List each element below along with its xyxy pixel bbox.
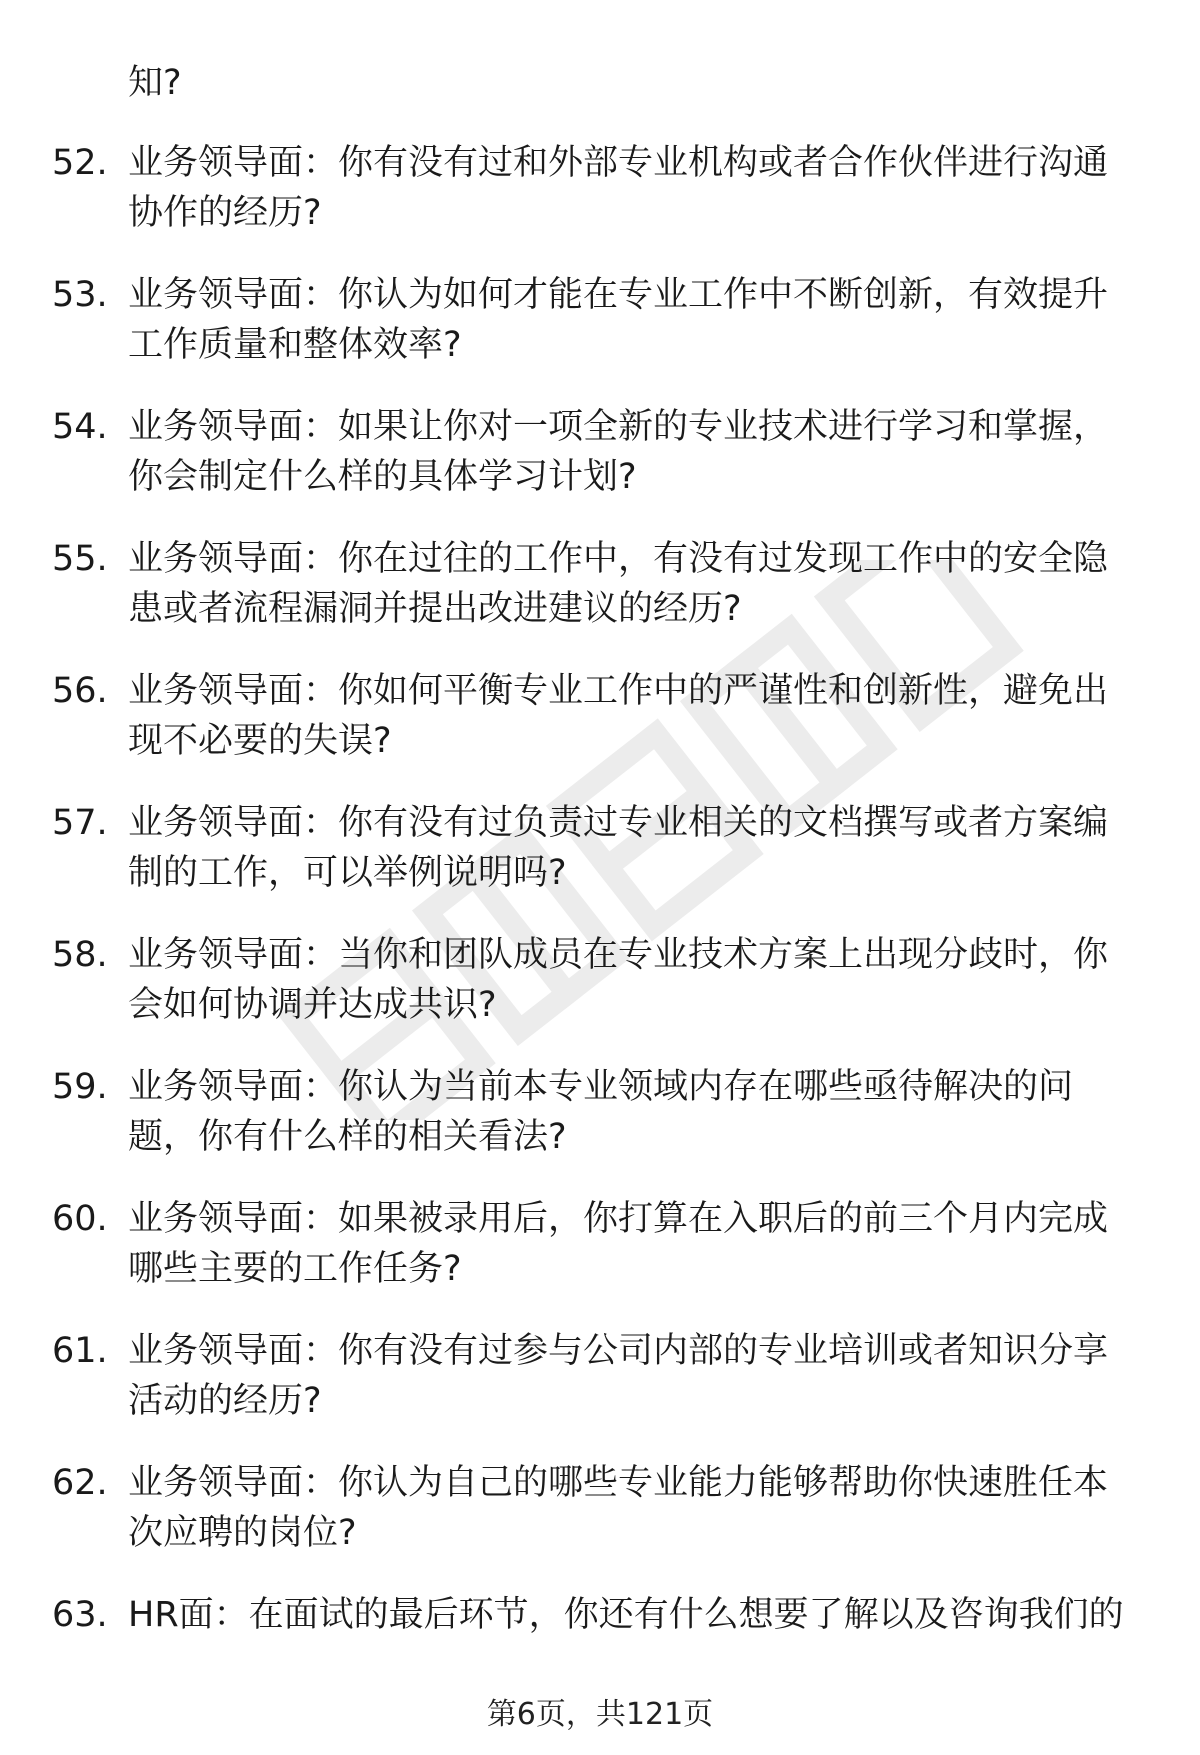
question-item <box>0 930 1200 1062</box>
question-number: 56. <box>52 671 108 711</box>
question-text: 业务领导面：你有没有过和外部专业机构或者合作伙伴进行沟通协作的经历? <box>128 143 1109 233</box>
question-number: 57. <box>52 803 108 843</box>
question-item <box>0 1194 1200 1326</box>
question-number: 59. <box>52 1067 108 1107</box>
question-text: 业务领导面：你有没有过参与公司内部的专业培训或者知识分享活动的经历? <box>128 1331 1109 1421</box>
question-text: 业务领导面：如果让你对一项全新的专业技术进行学习和掌握，你会制定什么样的具体学习计划? <box>128 407 1109 497</box>
question-list <box>0 138 1200 1722</box>
question-text: 业务领导面：你如何平衡专业工作中的严谨性和创新性，避免出现不必要的失误? <box>128 671 1109 761</box>
question-text: 业务领导面：如果被录用后，你打算在入职后的前三个月内完成哪些主要的工作任务? <box>128 1199 1109 1289</box>
question-text: 业务领导面：你有没有过负责过专业相关的文档撰写或者方案编制的工作，可以举例说明吗? <box>128 803 1109 893</box>
question-item <box>0 798 1200 930</box>
question-text: 业务领导面：你在过往的工作中，有没有过发现工作中的安全隐患或者流程漏洞并提出改进建议的经历? <box>128 539 1109 629</box>
question-item <box>0 534 1200 666</box>
question-text: HR面：在面试的最后环节，你还有什么想要了解以及咨询我们的 <box>128 1595 1124 1635</box>
question-item <box>0 1062 1200 1194</box>
question-item <box>0 402 1200 534</box>
question-number: 52. <box>52 143 108 183</box>
question-item <box>0 1326 1200 1458</box>
question-number: 63. <box>52 1595 108 1635</box>
question-text: 业务领导面：你认为当前本专业领域内存在哪些亟待解决的问题，你有什么样的相关看法? <box>128 1067 1074 1157</box>
continued-question-text: 知? <box>128 63 182 103</box>
question-item <box>0 138 1200 270</box>
question-number: 55. <box>52 539 108 579</box>
question-text: 业务领导面：你认为如何才能在专业工作中不断创新，有效提升工作质量和整体效率? <box>128 275 1109 365</box>
question-number: 58. <box>52 935 108 975</box>
question-number: 60. <box>52 1199 108 1239</box>
question-text: 业务领导面：当你和团队成员在专业技术方案上出现分歧时，你会如何协调并达成共识? <box>128 935 1109 1025</box>
question-number: 61. <box>52 1331 108 1371</box>
question-text: 业务领导面：你认为自己的哪些专业能力能够帮助你快速胜任本次应聘的岗位? <box>128 1463 1109 1553</box>
question-item <box>0 666 1200 798</box>
question-number: 62. <box>52 1463 108 1503</box>
question-number: 53. <box>52 275 108 315</box>
question-item <box>0 270 1200 402</box>
question-number: 54. <box>52 407 108 447</box>
question-item <box>0 1458 1200 1590</box>
page-footer: 第6页，共121页 <box>486 1697 714 1732</box>
